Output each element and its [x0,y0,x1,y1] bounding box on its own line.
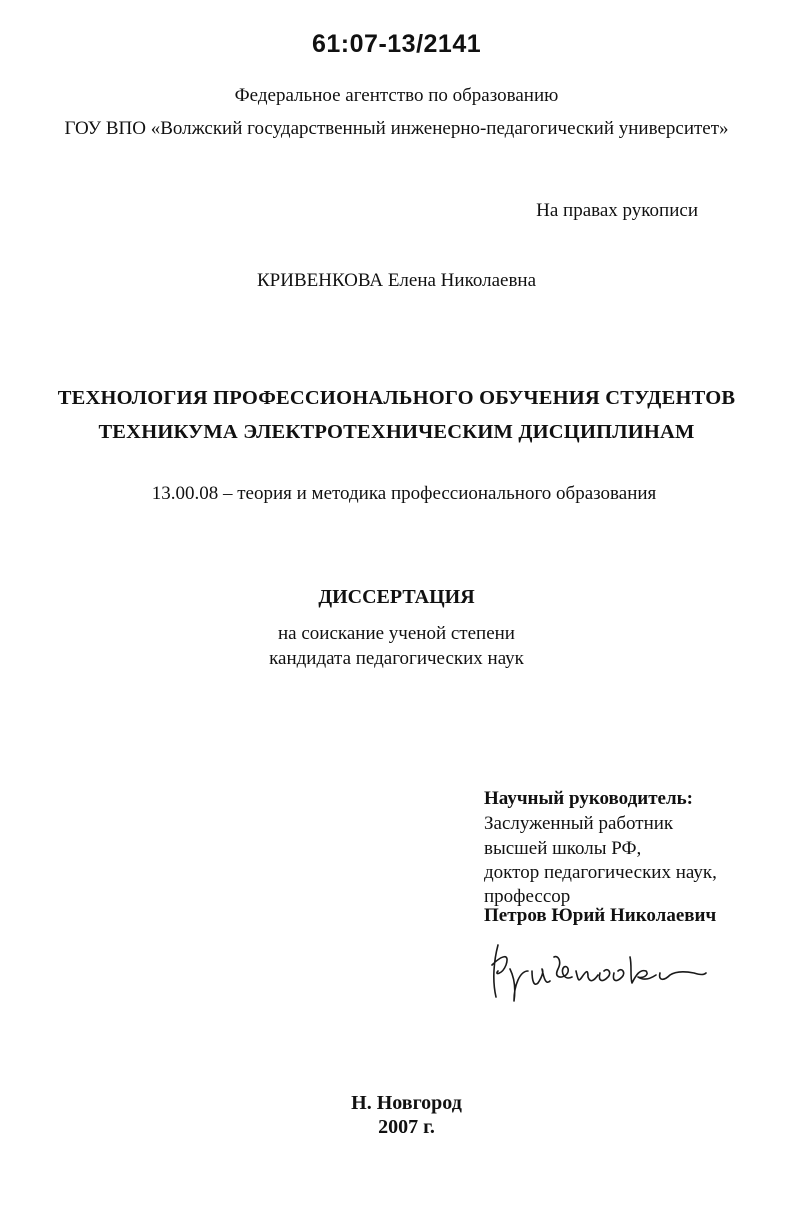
supervisor-title-line: Заслуженный работник [484,813,674,834]
supervisor-title-line: доктор педагогических наук, [484,862,717,883]
document-type: ДИССЕРТАЦИЯ [318,586,475,608]
supervisor-heading: Научный руководитель: [484,788,693,809]
agency-name: Федеральное агентство по образованию [234,85,559,106]
catalog-number: 61:07-13/2141 [312,30,482,58]
year: 2007 г. [378,1116,435,1138]
author-name: КРИВЕНКОВА Елена Николаевна [256,270,537,291]
supervisor-title-line: высшей школы РФ, [484,838,642,859]
supervisor-name: Петров Юрий Николаевич [484,905,717,926]
thesis-title-line-2: ТЕХНИКУМА ЭЛЕКТРОТЕХНИЧЕСКИМ ДИСЦИПЛИНАМ [98,421,695,443]
handwritten-signature [480,935,710,1010]
specialty-code: 13.00.08 – теория и методика профессионального образования [151,483,657,504]
thesis-title-line-1: ТЕХНОЛОГИЯ ПРОФЕССИОНАЛЬНОГО ОБУЧЕНИЯ СТУДЕНТОВ [57,387,736,409]
degree-line-2: кандидата педагогических наук [269,648,524,669]
degree-line-1: на соискание ученой степени [278,623,515,644]
city: Н. Новгород [351,1092,462,1114]
supervisor-title-line: профессор [484,886,571,907]
manuscript-rights-note: На правах рукописи [536,200,698,221]
university-name: ГОУ ВПО «Волжский государственный инженерно-педагогический университет» [64,118,729,139]
